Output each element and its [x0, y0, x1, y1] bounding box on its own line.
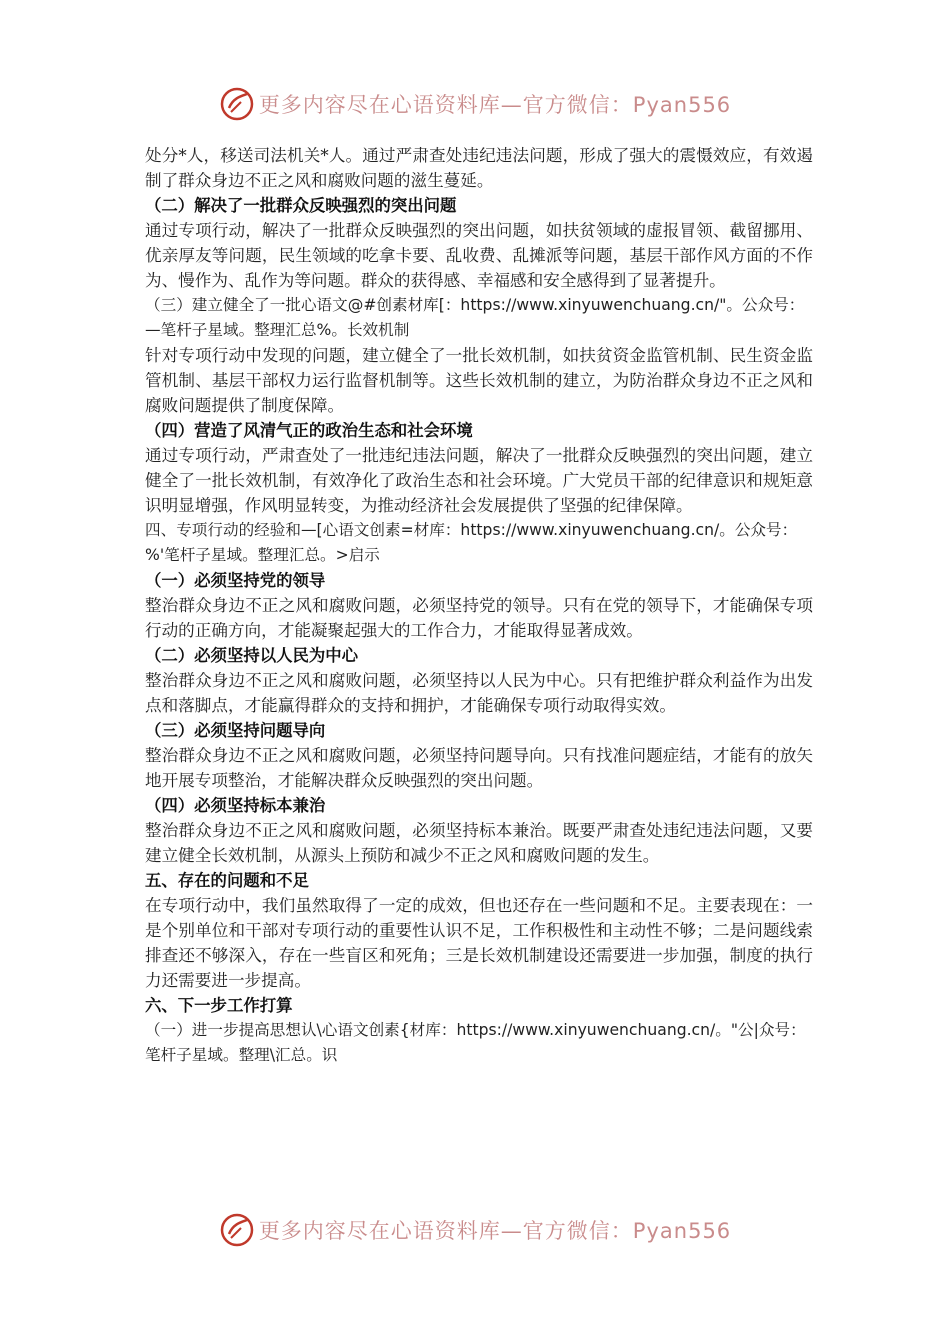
section-heading: （四）营造了风清气正的政治生态和社会环境	[145, 421, 473, 440]
logo-icon	[219, 86, 255, 122]
section-heading: （四）必须坚持标本兼治	[145, 796, 326, 815]
paragraph: 针对专项行动中发现的问题，建立健全了一批长效机制，如扶贫资金监管机制、民生资金监管机制、基层干部权力运行监督机制等。这些长效机制的建立，为防治群众身边不正之风和腐败问题提供了制度保障。	[145, 346, 813, 415]
section-heading: （三）必须坚持问题导向	[145, 721, 326, 740]
paragraph: 通过专项行动，严肃查处了一批违纪违法问题，解决了一批群众反映强烈的突出问题，建立健全了一批长效机制，有效净化了政治生态和社会环境。广大党员干部的纪律意识和规矩意识明显增强，作风明显转变，为推动经济社会发展提供了坚强的纪律保障。	[145, 446, 813, 515]
paragraph: 整治群众身边不正之风和腐败问题，必须坚持问题导向。只有找准问题症结，才能有的放矢地开展专项整治，才能解决群众反映强烈的突出问题。	[145, 746, 813, 790]
section-heading: 四、专项行动的经验和—[心语文创素=材库：https://www.xinyuwenchuang.cn/。公众号：%'笔杆子星域。整理汇总。>启示	[145, 521, 798, 564]
paragraph: 在专项行动中，我们虽然取得了一定的成效，但也还存在一些问题和不足。主要表现在：一是个别单位和干部对专项行动的重要性认识不足，工作积极性和主动性不够；二是问题线索排查还不够深入，存在一些盲区和死角；三是长效机制建设还需要进一步加强，制度的执行力还需要进一步提高。	[145, 896, 813, 990]
footer-banner-text: 更多内容尽在心语资料库—官方微信：Pyan556	[258, 1219, 732, 1243]
section-heading: 六、下一步工作打算	[145, 996, 293, 1015]
section-heading: （一）必须坚持党的领导	[145, 571, 326, 590]
header-banner-text: 更多内容尽在心语资料库—官方微信：Pyan556	[258, 93, 732, 117]
section-heading: （二）必须坚持以人民为中心	[145, 646, 359, 665]
document-body	[145, 143, 813, 1068]
section-heading: （三）建立健全了一批心语文@#创素材库[：https://www.xinyuwenchuang.cn/"。公众号：—笔杆子星域。整理汇总%。长效机制	[145, 296, 805, 339]
paragraph: 整治群众身边不正之风和腐败问题，必须坚持党的领导。只有在党的领导下，才能确保专项行动的正确方向，才能凝聚起强大的工作合力，才能取得显著成效。	[145, 596, 813, 640]
paragraph: 通过专项行动，解决了一批群众反映强烈的突出问题，如扶贫领域的虚报冒领、截留挪用、优亲厚友等问题，民生领域的吃拿卡要、乱收费、乱摊派等问题，基层干部作风方面的不作为、慢作为、乱作为等问题。群众的获得感、幸福感和安全感得到了显著提升。	[145, 221, 813, 290]
section-heading: （二）解决了一批群众反映强烈的突出问题	[145, 196, 457, 215]
logo-icon	[219, 1212, 255, 1248]
paragraph: 处分*人，移送司法机关*人。通过严肃查处违纪违法问题，形成了强大的震慑效应，有效遏制了群众身边不正之风和腐败问题的滋生蔓延。	[145, 146, 813, 190]
paragraph: 整治群众身边不正之风和腐败问题，必须坚持标本兼治。既要严肃查处违纪违法问题，又要建立健全长效机制，从源头上预防和减少不正之风和腐败问题的发生。	[145, 821, 813, 865]
section-heading: 五、存在的问题和不足	[145, 871, 309, 890]
footer-banner	[0, 1208, 950, 1252]
header-banner	[0, 82, 950, 126]
paragraph: 整治群众身边不正之风和腐败问题，必须坚持以人民为中心。只有把维护群众利益作为出发点和落脚点，才能赢得群众的支持和拥护，才能确保专项行动取得实效。	[145, 671, 813, 715]
section-heading: （一）进一步提高思想认\心语文创素{材库：https://www.xinyuwenchuang.cn/。"公|众号：笔杆子星域。整理\汇总。识	[145, 1021, 806, 1064]
